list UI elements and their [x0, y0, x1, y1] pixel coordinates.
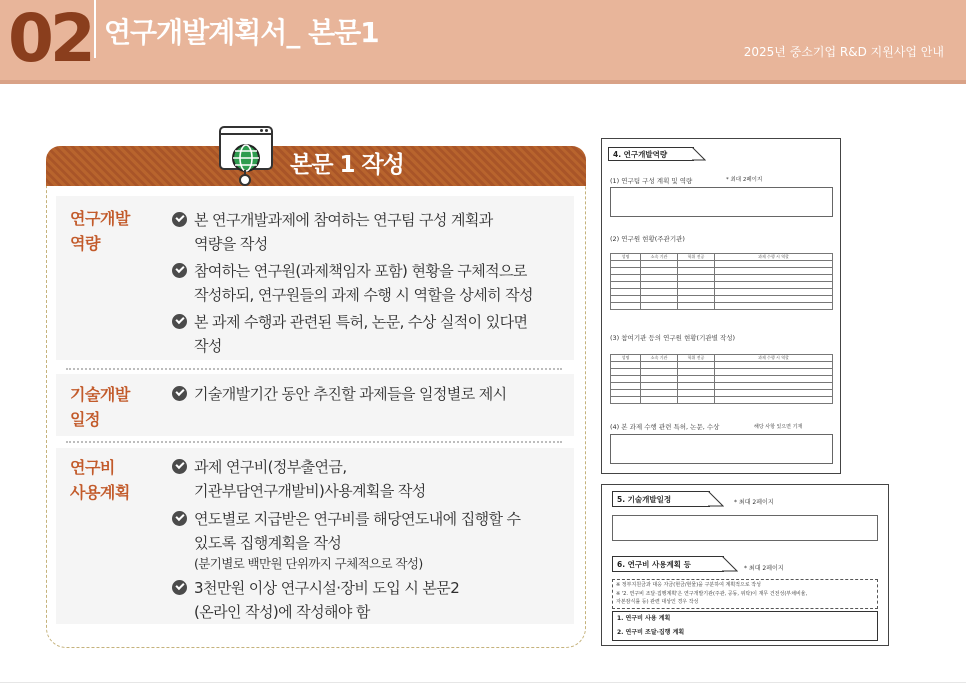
instruction-line: ※ '2. 연구비 조달·집행계획'은 연구개발기관(주관, 공동, 위탁)이 재무 건전성(부채비율,: [616, 590, 808, 597]
check-icon: [172, 386, 187, 401]
section-title-budget: 연구비 사용계획: [70, 458, 130, 502]
check-icon: [172, 511, 187, 526]
form-input-area: [610, 434, 833, 464]
instruction-line: ※ 정부지원금과 대응 자금(현금/현물)을 구분하여 계획적으로 작성: [616, 582, 761, 588]
table-header: 학위 전공: [678, 355, 715, 362]
item-text: 본 과제 수행과 관련된 특허, 논문, 수상 실적이 있다면 작성: [194, 313, 528, 355]
page-title: 연구개발계획서_ 본문1: [104, 16, 379, 49]
form-table: [610, 253, 833, 310]
item-note: (분기별로 백만원 단위까지 구체적으로 작성): [194, 556, 423, 571]
form-heading: 6. 연구비 사용계획 등: [617, 560, 691, 569]
form-note: * 최대 2페이지: [734, 499, 774, 506]
section-number: 02: [8, 0, 92, 77]
icon-plug: [239, 174, 251, 186]
header-divider: [94, 0, 96, 58]
form-table: [610, 354, 833, 404]
list-item: [172, 310, 572, 358]
form-instructions: [612, 579, 878, 609]
form-input-area: [612, 515, 878, 541]
form-list-item: 2. 연구비 조달·집행 계획: [617, 629, 685, 636]
list-item: [172, 576, 572, 624]
list-item: [172, 208, 572, 256]
table-header: 과제 수행 시 역할: [715, 355, 833, 362]
form-input-area: [610, 187, 833, 217]
form-question: (2) 연구원 현황(주관기관): [610, 235, 685, 243]
table-header: 소속 기관: [641, 355, 678, 362]
table-header: 학위 전공: [678, 254, 715, 261]
footer-divider: [0, 682, 966, 683]
form-question: (3) 참여기관 등의 연구원 현황(기관별 작성): [610, 334, 736, 342]
form-note: * 최대 2페이지: [744, 565, 784, 572]
heading-arrow-icon: [708, 491, 724, 507]
section-title-capability: 연구개발 역량: [70, 209, 130, 253]
item-text: 본 연구개발과제에 참여하는 연구팀 구성 계획과 역량을 작성: [194, 211, 493, 253]
list-item: [172, 507, 572, 573]
header-underline: [0, 80, 966, 84]
form-note: * 최대 2페이지: [726, 177, 763, 183]
form-note: 해당 사항 있으면 기재: [754, 424, 803, 430]
section-divider: [66, 368, 562, 370]
table-header: 소속 기관: [641, 254, 678, 261]
heading-arrow-icon: [722, 556, 738, 572]
table-header: 과제 수행 시 역할: [715, 254, 833, 261]
form-list-item: 1. 연구비 사용 계획: [617, 615, 671, 622]
form-list-box: [612, 611, 878, 641]
item-text: 3천만원 이상 연구시설·장비 도입 시 본문2 (온라인 작성)에 작성해야 함: [194, 579, 460, 621]
card-title: 본문 1 작성: [290, 152, 404, 178]
list-item: [172, 455, 572, 503]
check-icon: [172, 459, 187, 474]
item-text: 연도별로 지급받은 연구비를 해당연도내에 집행할 수 있도록 집행계획을 작성: [194, 510, 521, 552]
section-title-schedule: 기술개발 일정: [70, 385, 130, 429]
form-question: (4) 본 과제 수행 관련 특허, 논문, 수상: [610, 423, 720, 431]
check-icon: [172, 314, 187, 329]
table-header: 성명: [611, 355, 641, 362]
instruction-line: 자본잠식률 등) 관련 대상인 경우 작성: [616, 599, 699, 605]
form-preview-capability: [601, 138, 841, 474]
check-icon: [172, 212, 187, 227]
form-preview-budget: [601, 484, 889, 646]
form-heading: 5. 기술개발일정: [617, 495, 672, 504]
section-divider: [66, 441, 562, 443]
globe-icon: [226, 138, 266, 178]
form-question: (1) 연구팀 구성 계획 및 역량: [610, 177, 693, 185]
form-heading: 4. 연구개발역량: [613, 150, 668, 159]
item-text: 기술개발기간 동안 추진할 과제들을 일정별로 제시: [194, 385, 507, 403]
table-header: 성명: [611, 254, 641, 261]
list-item: [172, 259, 572, 307]
list-item: [172, 382, 572, 406]
page-subtitle: 2025년 중소기업 R&D 지원사업 안내: [743, 45, 944, 59]
heading-arrow-icon: [692, 147, 706, 161]
check-icon: [172, 580, 187, 595]
item-text: 과제 연구비(정부출연금, 기관부담연구개발비)사용계획을 작성: [194, 458, 426, 500]
header-banner: [0, 0, 966, 80]
check-icon: [172, 263, 187, 278]
item-text: 참여하는 연구원(과제책임자 포함) 현황을 구체적으로 작성하되, 연구원들의 과제 수행 시 역할을 상세히 작성: [194, 262, 533, 304]
